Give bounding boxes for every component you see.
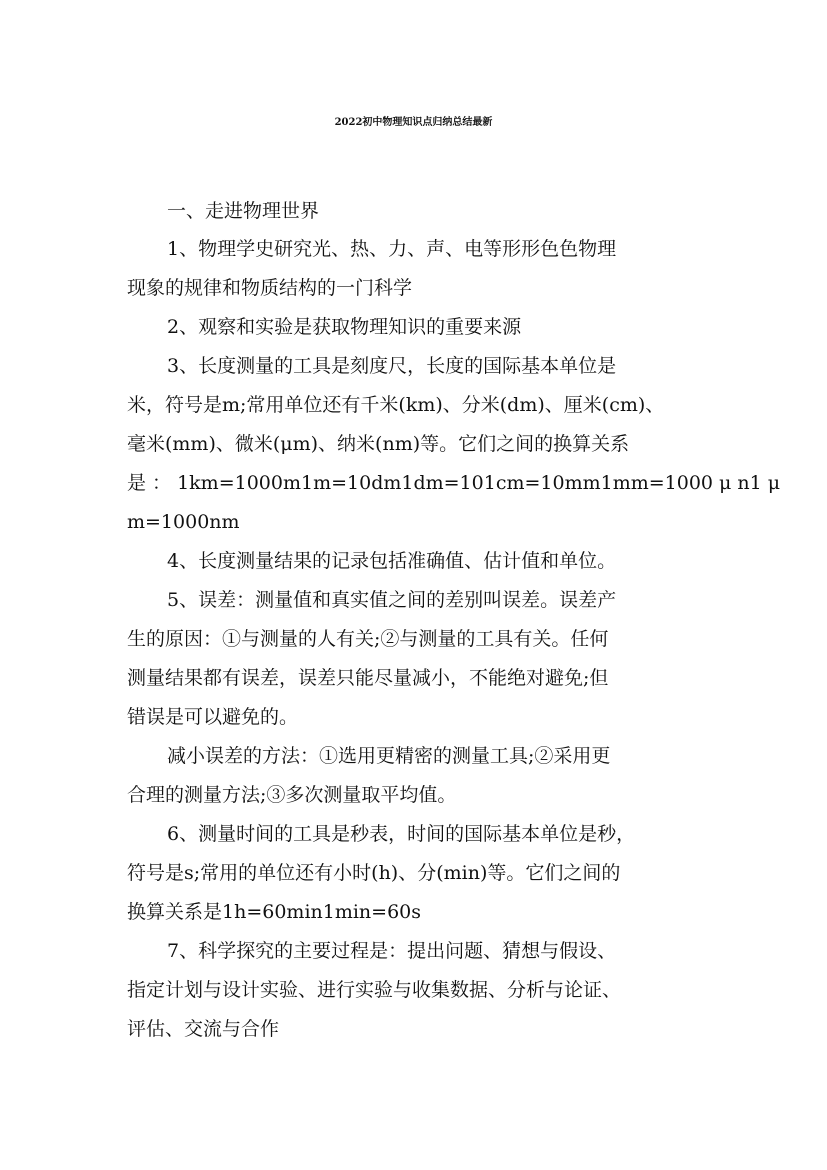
paragraph-line: 3、长度测量的工具是刻度尺，长度的国际基本单位是 [167, 355, 617, 377]
paragraph-line: 合理的测量方法;③多次测量取平均值。 [127, 784, 457, 806]
paragraph-line: 换算关系是1h=60min1min=60s [127, 901, 422, 923]
paragraph-line: 2、观察和实验是获取物理知识的重要来源 [167, 316, 522, 338]
section-heading: 一、走进物理世界 [167, 200, 320, 222]
paragraph-line: m=1000nm [127, 511, 240, 533]
paragraph-line: 减小误差的方法：①选用更精密的测量工具;②采用更 [167, 745, 611, 767]
paragraph-line: 是 ： 1km=1000m1m=10dm1dm=101cm=10mm1mm=1000 μ n1 μ [127, 472, 781, 494]
paragraph-line: 6、测量时间的工具是秒表，时间的国际基本单位是秒， [167, 823, 636, 845]
paragraph-line: 4、长度测量结果的记录包括准确值、估计值和单位。 [167, 550, 617, 572]
paragraph-line: 生的原因：①与测量的人有关;②与测量的工具有关。任何 [127, 628, 609, 650]
paragraph-line: 毫米(mm)、微米(μm)、纳米(nm)等。它们之间的换算关系 [127, 433, 630, 455]
paragraph-line: 5、误差：测量值和真实值之间的差别叫误差。误差产 [167, 589, 617, 611]
document-title: 2022初中物理知识点归纳总结最新 [334, 117, 493, 128]
paragraph-line: 评估、交流与合作 [127, 1018, 280, 1040]
paragraph-line: 符号是s;常用的单位还有小时(h)、分(min)等。它们之间的 [127, 862, 621, 884]
paragraph-line: 米，符号是m;常用单位还有千米(km)、分米(dm)、厘米(cm)、 [127, 394, 665, 416]
paragraph-line: 1、物理学史研究光、热、力、声、电等形形色色物理 [167, 238, 617, 260]
paragraph-line: 7、科学探究的主要过程是：提出问题、猜想与假设、 [167, 940, 617, 962]
paragraph-line: 测量结果都有误差，误差只能尽量减小，不能绝对避免;但 [127, 667, 609, 689]
paragraph-line: 错误是可以避免的。 [127, 706, 299, 728]
paragraph-line: 现象的规律和物质结构的一门科学 [127, 277, 413, 299]
paragraph-line: 指定计划与设计实验、进行实验与收集数据、分析与论证、 [127, 979, 622, 1001]
